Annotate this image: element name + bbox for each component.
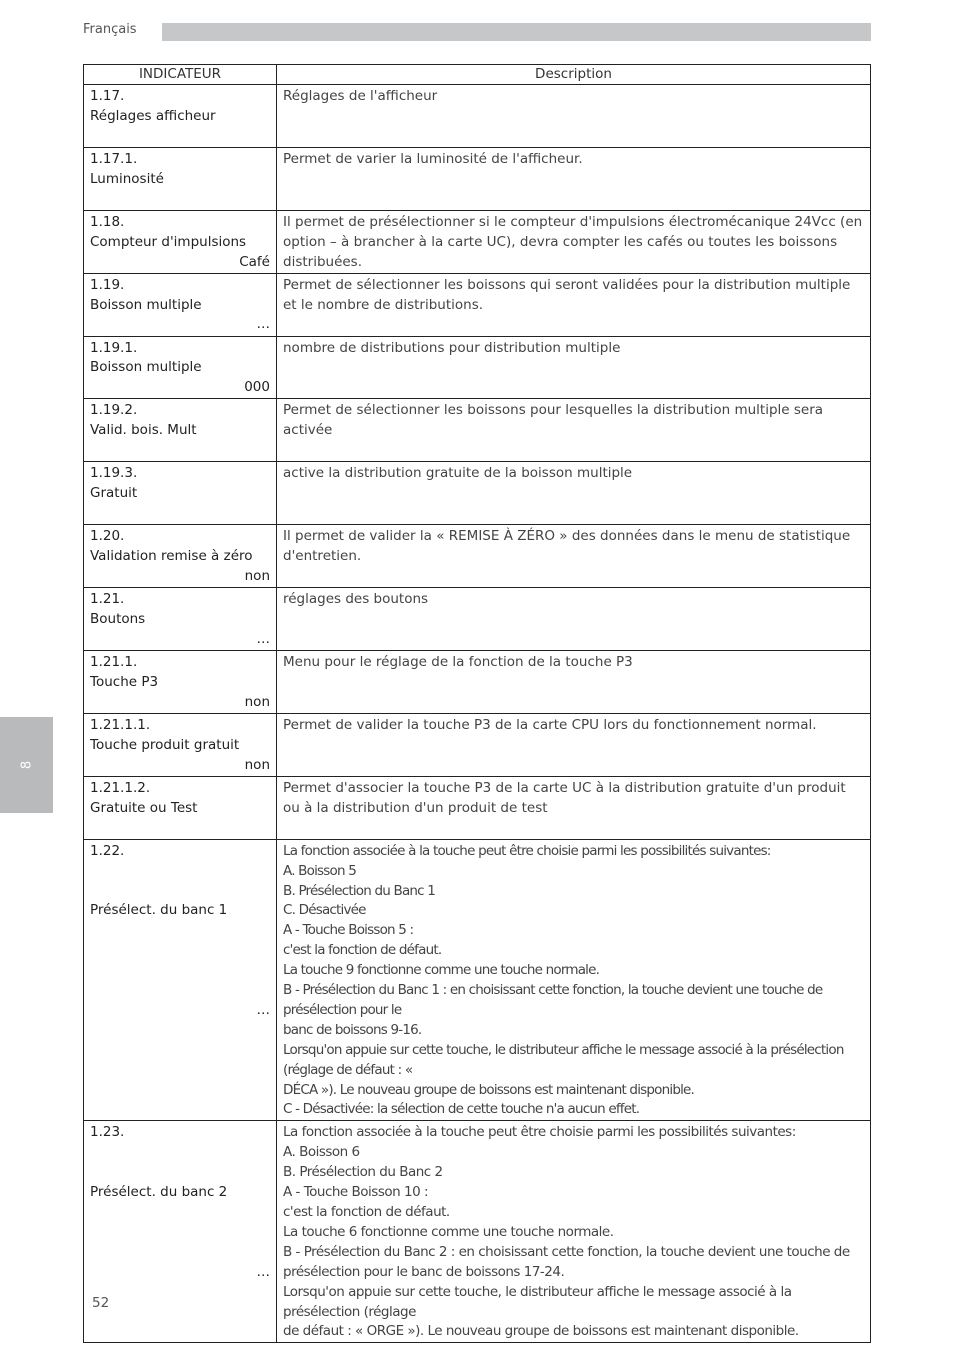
description-line: La fonction associée à la touche peut être choisie parmi les possibilités suivantes:	[283, 842, 771, 859]
description-line: La fonction associée à la touche peut être choisie parmi les possibilités suivantes:	[283, 1124, 796, 1141]
indicator-value: 000	[244, 379, 270, 396]
table-row	[84, 336, 871, 399]
description-line: C. Désactivée	[283, 902, 366, 919]
indicator-value	[90, 819, 270, 839]
indicator-number: 1.19.3.	[90, 465, 138, 482]
indicator-number: 1.22.	[90, 842, 125, 859]
indicator-value	[90, 504, 270, 524]
description-line: Lorsqu'on appuie sur cette touche, le distributeur affiche le message associé à la présélection (réglage de défaut : «	[283, 1041, 844, 1078]
indicator-number: 1.19.	[90, 276, 125, 293]
description-cell: réglages des boutons	[277, 588, 871, 651]
indicator-cell	[84, 210, 277, 273]
indicator-number: 1.17.1.	[90, 150, 138, 167]
indicator-value: …	[256, 630, 270, 647]
indicator-name: Gratuit	[90, 485, 138, 502]
table-row	[84, 273, 871, 336]
chapter-tab	[0, 717, 53, 813]
indicator-number: 1.21.1.	[90, 654, 138, 671]
indicator-name: Compteur d'impulsions	[90, 233, 247, 250]
column-header-description: Description	[277, 65, 871, 85]
indicator-cell	[84, 651, 277, 714]
column-header-indicator: INDICATEUR	[84, 65, 277, 85]
header-bar	[162, 23, 871, 41]
table-row	[84, 839, 871, 1121]
indicator-number: 1.17.	[90, 88, 125, 104]
indicator-number: 1.21.	[90, 591, 125, 608]
description-cell: nombre de distributions pour distribution multiple	[277, 336, 871, 399]
description-cell: Permet de varier la luminosité de l'afficheur.	[277, 147, 871, 210]
description-line: La touche 9 fonctionne comme une touche normale.	[283, 962, 600, 979]
indicator-cell	[84, 273, 277, 336]
description-line: banc de boissons 9-16.	[283, 1021, 422, 1038]
indicator-name: Boisson multiple	[90, 296, 202, 313]
table-row	[84, 210, 871, 273]
indicator-cell	[84, 85, 277, 148]
description-line: C - Désactivée: la sélection de cette touche n'a aucun effet.	[283, 1101, 640, 1118]
table-row	[84, 651, 871, 714]
table-row	[84, 776, 871, 839]
description-cell: Permet de valider la touche P3 de la carte CPU lors du fonctionnement normal.	[277, 713, 871, 776]
indicator-name: Réglages afficheur	[90, 107, 216, 124]
indicator-name: Validation remise à zéro	[90, 548, 253, 565]
description-line: La touche 6 fonctionne comme une touche normale.	[283, 1223, 614, 1240]
indicator-cell	[84, 399, 277, 462]
table-row	[84, 147, 871, 210]
description-cell: Permet de sélectionner les boissons qui seront validées pour la distribution multiple et le nombre de distributions.	[277, 273, 871, 336]
indicator-value: …	[256, 316, 270, 333]
indicator-cell	[84, 336, 277, 399]
indicator-value	[90, 441, 270, 461]
description-line: présélection pour le banc de boissons 17-24.	[283, 1263, 565, 1280]
indicator-name: Boutons	[90, 611, 146, 628]
description-line: DÉCA »). Le nouveau groupe de boissons est maintenant disponible.	[283, 1081, 695, 1098]
description-line: B. Présélection du Banc 2	[283, 1164, 443, 1181]
indicator-value: non	[244, 568, 270, 585]
indicator-value: …	[256, 1001, 270, 1018]
description-line: A. Boisson 6	[283, 1144, 360, 1161]
description-line: B - Présélection du Banc 2 : en choisissant cette fonction, la touche devient une touche de	[283, 1243, 850, 1260]
page-number: 52	[92, 1295, 110, 1311]
indicator-number: 1.19.1.	[90, 339, 138, 356]
indicator-name: Boisson multiple	[90, 359, 202, 376]
chapter-number: 8	[19, 760, 35, 770]
description-line: B. Présélection du Banc 1	[283, 882, 436, 899]
table-row	[84, 462, 871, 525]
description-cell: active la distribution gratuite de la boisson multiple	[277, 462, 871, 525]
indicator-number: 1.21.1.1.	[90, 716, 151, 733]
indicator-table	[83, 64, 871, 1343]
indicator-value	[90, 127, 270, 147]
description-cell: Menu pour le réglage de la fonction de la touche P3	[277, 651, 871, 714]
indicator-value: non	[244, 693, 270, 710]
indicator-cell	[84, 776, 277, 839]
indicator-cell	[84, 462, 277, 525]
indicator-name: Touche P3	[90, 673, 159, 690]
indicator-name: Présélect. du banc 1	[90, 902, 228, 919]
description-line: A - Touche Boisson 10 :	[283, 1184, 428, 1201]
description-line: c'est la fonction de défaut.	[283, 1204, 450, 1220]
table-row	[84, 1121, 871, 1343]
indicator-value: …	[256, 1263, 270, 1280]
table-row	[84, 713, 871, 776]
indicator-value	[90, 190, 270, 210]
indicator-number: 1.19.2.	[90, 402, 138, 419]
description-cell: Permet d'associer la touche P3 de la carte UC à la distribution gratuite d'un produit ou à la distribution d'un produit de test	[277, 776, 871, 839]
description-cell: Réglages de l'afficheur	[277, 85, 871, 148]
indicator-cell	[84, 525, 277, 588]
description-cell: Il permet de valider la « REMISE À ZÉRO » des données dans le menu de statistique d'entretien.	[277, 525, 871, 588]
indicator-cell	[84, 839, 277, 1121]
language-label: Français	[83, 22, 137, 37]
description-line: A. Boisson 5	[283, 862, 357, 879]
description-line: Lorsqu'on appuie sur cette touche, le distributeur affiche le message associé à la présélection (réglage	[283, 1283, 792, 1320]
indicator-cell	[84, 147, 277, 210]
indicator-cell	[84, 713, 277, 776]
indicator-number: 1.21.1.2.	[90, 779, 151, 796]
description-cell	[277, 839, 871, 1121]
indicator-number: 1.20.	[90, 528, 125, 545]
indicator-number: 1.23.	[90, 1124, 125, 1141]
table-row	[84, 525, 871, 588]
description-cell: Il permet de présélectionner si le compteur d'impulsions électromécanique 24Vcc (en option – à brancher à la carte UC), devra compter les cafés ou toutes les boissons distribuées.	[277, 210, 871, 273]
description-line: c'est la fonction de défaut.	[283, 942, 442, 959]
table-header-row	[84, 65, 871, 85]
indicator-value: non	[244, 756, 270, 773]
indicator-name: Gratuite ou Test	[90, 799, 198, 816]
indicator-number: 1.18.	[90, 213, 125, 230]
description-line: A - Touche Boisson 5 :	[283, 922, 414, 939]
indicator-cell	[84, 588, 277, 651]
indicator-name: Touche produit gratuit	[90, 736, 240, 753]
description-cell	[277, 1121, 871, 1343]
table-row	[84, 588, 871, 651]
table-row	[84, 399, 871, 462]
description-line: de défaut : « ORGE »). Le nouveau groupe de boissons est maintenant disponible.	[283, 1323, 799, 1340]
indicator-name: Valid. bois. Mult	[90, 422, 197, 439]
indicator-name: Luminosité	[90, 170, 164, 187]
description-cell: Permet de sélectionner les boissons pour lesquelles la distribution multiple sera activée	[277, 399, 871, 462]
indicator-cell	[84, 1121, 277, 1343]
table-row	[84, 85, 871, 148]
indicator-value: Café	[239, 253, 270, 270]
description-line: B - Présélection du Banc 1 : en choisissant cette fonction, la touche devient une touche de présélection pour le	[283, 982, 823, 1018]
indicator-name: Présélect. du banc 2	[90, 1184, 228, 1201]
